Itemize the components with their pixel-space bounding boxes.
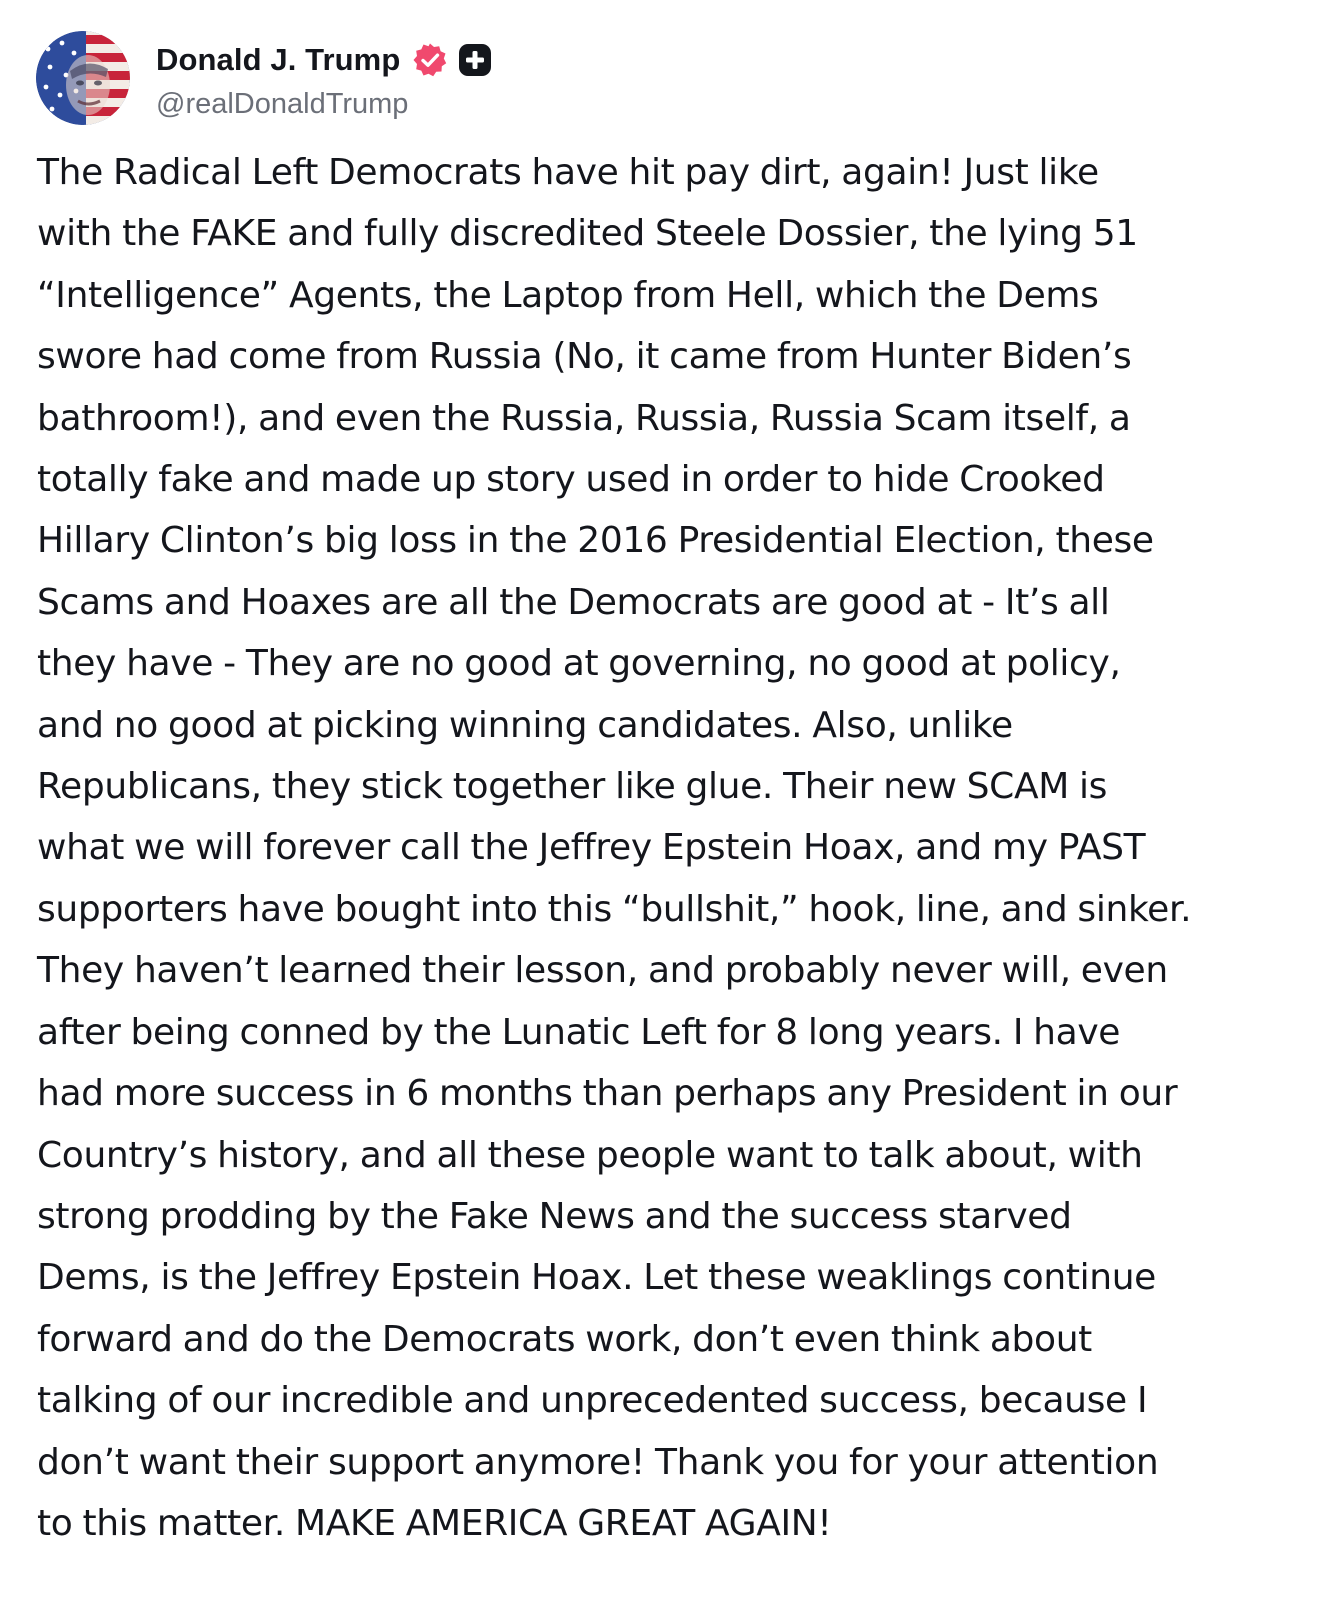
post-text-line: had more success in 6 months than perhaps any President in our bbox=[37, 1073, 1178, 1115]
post-text-line: they have - They are no good at governing, no good at policy, bbox=[37, 643, 1121, 685]
author-handle[interactable]: @realDonaldTrump bbox=[156, 87, 409, 120]
post-text-line: They haven’t learned their lesson, and probably never will, even bbox=[37, 950, 1168, 992]
post-text-line: “Intelligence” Agents, the Laptop from Hell, which the Dems bbox=[37, 274, 1099, 316]
post-text-line: Hillary Clinton’s big loss in the 2016 Presidential Election, these bbox=[37, 520, 1154, 562]
post-text-line: The Radical Left Democrats have hit pay dirt, again! Just like bbox=[37, 152, 1099, 193]
name-row bbox=[156, 36, 492, 84]
post-text-line: Republicans, they stick together like glue. Their new SCAM is bbox=[37, 766, 1108, 808]
avatar[interactable] bbox=[36, 31, 130, 125]
post-text-line: forward and do the Democrats work, don’t even think about bbox=[37, 1318, 1092, 1360]
post-text-line: Country’s history, and all these people want to talk about, with bbox=[37, 1134, 1143, 1176]
post-text-line: to this matter. MAKE AMERICA GREAT AGAIN! bbox=[37, 1502, 832, 1544]
post-text-line: totally fake and made up story used in order to hide Crooked bbox=[37, 459, 1105, 501]
post-header bbox=[36, 30, 492, 126]
post-text-line: strong prodding by the Fake News and the success starved bbox=[37, 1195, 1072, 1237]
post-text-line: what we will forever call the Jeffrey Epstein Hoax, and my PAST bbox=[37, 827, 1146, 869]
post-text-line: and no good at picking winning candidates. Also, unlike bbox=[37, 704, 1013, 746]
post-text bbox=[37, 142, 1299, 1554]
verified-icon bbox=[412, 42, 448, 78]
post-text-line: after being conned by the Lunatic Left for 8 long years. I have bbox=[37, 1011, 1121, 1053]
post-text-line: swore had come from Russia (No, it came from Hunter Biden’s bbox=[37, 336, 1132, 378]
author-name[interactable]: Donald J. Trump bbox=[156, 41, 401, 77]
author-identity bbox=[156, 36, 492, 121]
post-text-line: with the FAKE and fully discredited Steele Dossier, the lying 51 bbox=[37, 213, 1138, 255]
post-text-line: supporters have bought into this “bullshit,” hook, line, and sinker. bbox=[37, 888, 1192, 930]
post-text-line: Dems, is the Jeffrey Epstein Hoax. Let these weaklings continue bbox=[37, 1257, 1156, 1299]
avatar-image bbox=[36, 31, 130, 125]
post-text-line: bathroom!), and even the Russia, Russia, Russia Scam itself, a bbox=[37, 397, 1131, 439]
plus-icon bbox=[458, 43, 492, 77]
post-text-line: Scams and Hoaxes are all the Democrats are good at - It’s all bbox=[37, 581, 1110, 623]
post-text-line: don’t want their support anymore! Thank you for your attention bbox=[37, 1441, 1159, 1483]
post-text-line: talking of our incredible and unprecedented success, because I bbox=[37, 1380, 1148, 1422]
